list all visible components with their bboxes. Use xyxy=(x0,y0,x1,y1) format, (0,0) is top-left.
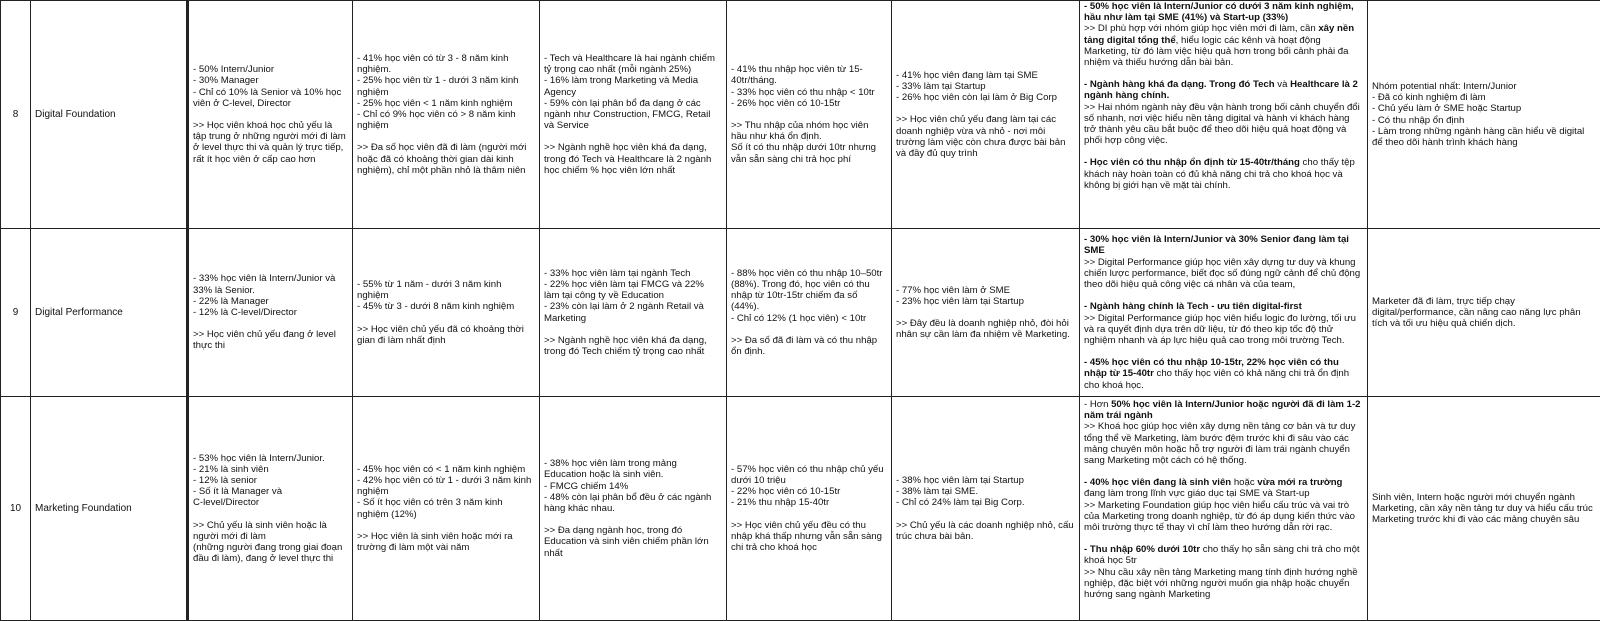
company-cell xyxy=(892,229,1080,397)
company-line: >> Đây đều là doanh nghiệp nhỏ, đòi hỏi nhân sự cần làm đa nhiệm về Marketing. xyxy=(896,318,1075,340)
income-block xyxy=(731,268,887,324)
insight-text: đang làm trong lĩnh vực giáo dục tại SME và Start-up xyxy=(1084,488,1310,499)
income-block xyxy=(731,520,887,554)
course-name: Marketing Foundation xyxy=(31,397,188,621)
company-block xyxy=(896,114,1075,159)
persona-line: - Chủ yếu làm ở SME hoặc Startup xyxy=(1372,103,1596,114)
insight-paragraph xyxy=(1084,399,1363,421)
insight-text: cho thấy học viên có khả năng chi trả ổn định cho khoá học. xyxy=(1084,368,1349,390)
insight-paragraph xyxy=(1084,234,1363,256)
insight-text: và xyxy=(1275,79,1290,90)
industry-line: >> Đa dạng ngành học, trong đó Education và sinh viên chiếm phần lớn nhất xyxy=(544,525,722,559)
level-line: - 21% là sinh viên xyxy=(193,464,348,475)
company-line: - 26% học viên còn lại làm ở Big Corp xyxy=(896,92,1075,103)
experience-line: - 45% học viên có < 1 năm kinh nghiệm xyxy=(357,464,535,475)
experience-line: >> Đa số học viên đã đi làm (người mới hoặc đã có khoảng thời gian dài kinh nghiệm), chỉ một phần nhỏ là thâm niên xyxy=(357,142,535,176)
experience-block xyxy=(357,531,535,553)
level-block xyxy=(193,120,348,165)
company-line: >> Học viên chủ yếu đang làm tại các doanh nghiệp vừa và nhỏ - nơi môi trường làm việc còn chưa được bài bản và đầy đủ quy trình xyxy=(896,114,1075,159)
level-line: >> Chủ yếu là sinh viên hoặc là người mới đi làm xyxy=(193,520,348,542)
company-block xyxy=(896,285,1075,307)
level-line: - 12% là C-level/Director xyxy=(193,307,348,318)
level-block xyxy=(193,329,348,351)
company-block xyxy=(896,475,1075,509)
row-index: 10 xyxy=(1,397,31,621)
company-line: - 33% làm tại Startup xyxy=(896,81,1075,92)
insight-paragraph xyxy=(1084,23,1363,68)
insight-paragraph xyxy=(1084,544,1363,566)
income-line: - 33% học viên có thu nhập < 10tr xyxy=(731,87,887,98)
industry-block xyxy=(544,335,722,357)
income-line: >> Thu nhập của nhóm học viên hầu như khá ổn định. xyxy=(731,120,887,142)
course-name: Digital Performance xyxy=(31,229,188,397)
insight-block xyxy=(1084,357,1363,391)
level-line: - 53% học viên là Intern/Junior. xyxy=(193,453,348,464)
level-line: - 50% Intern/Junior xyxy=(193,64,348,75)
table-row xyxy=(1,229,1600,397)
experience-line: - 42% học viên có từ 1 - dưới 3 năm kinh nghiệm xyxy=(357,475,535,497)
insight-highlight: - 45% học viên có thu nhập 10-15tr, 22% học viên có thu nhập từ 15-40tr xyxy=(1084,357,1339,379)
experience-line: - 41% học viên có từ 3 - 8 năm kinh nghiệm. xyxy=(357,53,535,75)
company-line: - 23% học viên làm tại Startup xyxy=(896,296,1075,307)
insight-highlight: - 50% học viên là Intern/Junior có dưới 3 năm kinh nghiệm, hầu như làm tại SME (41%) và Start-up (33%) xyxy=(1084,1,1354,23)
company-cell xyxy=(892,1,1080,229)
level-cell xyxy=(188,229,353,397)
persona-block xyxy=(1372,81,1596,148)
insight-highlight: vừa mới ra trường xyxy=(1257,477,1342,488)
insight-paragraph xyxy=(1084,477,1363,499)
income-block xyxy=(731,120,887,165)
insight-highlight: - 30% học viên là Intern/Junior và 30% Senior đang làm tại SME xyxy=(1084,234,1349,256)
insight-highlight: 50% học viên là Intern/Junior hoặc người đã đi làm 1-2 năm trái ngành xyxy=(1084,399,1361,421)
level-block xyxy=(193,273,348,318)
persona-cell xyxy=(1368,229,1600,397)
income-line: - 57% học viên có thu nhập chủ yếu dưới 10 triệu xyxy=(731,464,887,486)
experience-block xyxy=(357,142,535,176)
industry-block xyxy=(544,142,722,176)
experience-block xyxy=(357,464,535,520)
row-index: 8 xyxy=(1,1,31,229)
industry-line: - 38% học viên làm trong mảng Education hoặc là sinh viên. xyxy=(544,458,722,480)
insight-text: >> Hai nhóm ngành này đều vận hành trong bối cảnh chuyển đổi số nhanh, nơi việc hiểu nền tảng digital và hành vi khách hàng trở thành yêu cầu bắt buộc để theo dõi hiệu quả hoạt động và phối hợp công việc. xyxy=(1084,102,1360,147)
experience-block xyxy=(357,279,535,313)
course-name: Digital Foundation xyxy=(31,1,188,229)
insight-highlight: Healthcare là 2 ngành hàng chính. xyxy=(1084,79,1358,101)
insight-highlight: xây nền tảng digital tổng thể xyxy=(1084,23,1354,45)
income-line: - 26% học viên có 10-15tr xyxy=(731,98,887,109)
industry-cell xyxy=(540,229,727,397)
insight-block xyxy=(1084,301,1363,346)
experience-line: - 45% từ 3 - dưới 8 năm kinh nghiệm xyxy=(357,301,535,312)
level-block xyxy=(193,453,348,509)
experience-line: - 55% từ 1 năm - dưới 3 năm kinh nghiệm xyxy=(357,279,535,301)
level-line: >> Học viên chủ yếu đang ở level thực thi xyxy=(193,329,348,351)
persona-block xyxy=(1372,492,1596,526)
experience-block xyxy=(357,53,535,131)
insight-block xyxy=(1084,477,1363,533)
insight-paragraph xyxy=(1084,157,1363,191)
industry-line: >> Ngành nghề học viên khá đa dạng, trong đó Tech và Healthcare là 2 ngành học chiếm % học viên lớn nhất xyxy=(544,142,722,176)
industry-line: - 48% còn lại phân bổ đều ở các ngành hàng khác nhau. xyxy=(544,492,722,514)
experience-line: - Chỉ có 9% học viên có > 8 năm kinh nghiệm xyxy=(357,109,535,131)
level-cell xyxy=(188,1,353,229)
industry-block xyxy=(544,525,722,559)
insight-highlight: - 40% học viên đang là sinh viên xyxy=(1084,477,1231,488)
insight-text: , hiểu logic các kênh và hoạt động Marketing, từ đó làm việc hiệu quả hơn trong bối cảnh phải đa nhiệm và thiếu hướng dẫn bài bản. xyxy=(1084,35,1348,68)
persona-line: Sinh viên, Intern hoặc người mới chuyển ngành Marketing, cần xây nền tảng tư duy và hiểu cấu trúc Marketing trước khi đi vào các mảng chuyên sâu xyxy=(1372,492,1596,526)
company-block xyxy=(896,520,1075,542)
income-line: - 41% thu nhập học viên từ 15-40tr/tháng. xyxy=(731,64,887,86)
insight-highlight: - Thu nhập 60% dưới 10tr xyxy=(1084,544,1200,555)
insight-paragraph xyxy=(1084,301,1363,312)
insight-paragraph xyxy=(1084,313,1363,347)
industry-block xyxy=(544,268,722,324)
persona-block xyxy=(1372,296,1596,330)
experience-block xyxy=(357,324,535,346)
experience-cell xyxy=(353,397,540,621)
insight-block xyxy=(1084,399,1363,466)
insight-text: >> Marketing Foundation giúp học viên hiểu cấu trúc và vai trò của Marketing trong doanh nghiệp, từ đó áp dụng kiến thức vào môi trường thực tế thay vì chỉ làm theo hướng dẫn rời rạc. xyxy=(1084,500,1355,533)
experience-cell xyxy=(353,229,540,397)
insights-cell xyxy=(1080,1,1368,229)
company-line: - 77% học viên làm ở SME xyxy=(896,285,1075,296)
income-cell xyxy=(727,1,892,229)
persona-line: - Đã có kinh nghiệm đi làm xyxy=(1372,92,1596,103)
industry-block xyxy=(544,458,722,514)
insight-paragraph xyxy=(1084,79,1363,101)
table-body xyxy=(1,1,1600,621)
industry-line: - 16% làm trong Marketing và Media Agency xyxy=(544,75,722,97)
income-line: Số ít có thu nhập dưới 10tr nhưng vẫn sẵn sàng chi trả học phí xyxy=(731,142,887,164)
insight-highlight: - Ngành hàng khá đa dạng. Trong đó Tech xyxy=(1084,79,1275,90)
experience-line: - Số ít học viên có trên 3 năm kinh nghiệm (12%) xyxy=(357,497,535,519)
level-line: >> Học viên khoá học chủ yếu là tập trung ở những người mới đi làm ở level thực thi và quản lý trực tiếp, rất ít học viên ở cấp cao hơn xyxy=(193,120,348,165)
insight-paragraph xyxy=(1084,500,1363,534)
industry-line: - 59% còn lại phân bổ đa dạng ở các ngành như Construction, FMCG, Retail và Service xyxy=(544,98,722,132)
level-block xyxy=(193,64,348,109)
company-block xyxy=(896,318,1075,340)
insight-text: - Hơn xyxy=(1084,399,1111,410)
experience-line: - 25% học viên < 1 năm kinh nghiệm xyxy=(357,98,535,109)
income-block xyxy=(731,64,887,109)
insight-text: >> Digital Performance giúp học viên hiểu logic đo lường, tối ưu và ra quyết định dựa trên dữ liệu, từ đó theo kịp tốc độ thử nghiệm nhanh và áp lực hiệu quả cao trong môi trường Tech. xyxy=(1084,313,1356,346)
insight-paragraph xyxy=(1084,357,1363,391)
level-line: - Chỉ có 10% là Senior và 10% học viên ở C-level, Director xyxy=(193,87,348,109)
level-line: - 22% là Manager xyxy=(193,296,348,307)
persona-cell xyxy=(1368,397,1600,621)
insight-paragraph xyxy=(1084,102,1363,147)
industry-line: - FMCG chiếm 14% xyxy=(544,481,722,492)
company-block xyxy=(896,70,1075,104)
experience-line: - 25% học viên từ 1 - dưới 3 năm kinh nghiệm xyxy=(357,75,535,97)
income-line: >> Học viên chủ yếu đều có thu nhập khá thấp nhưng vẫn sẵn sàng chi trả cho khoá học xyxy=(731,520,887,554)
insight-text: hoặc xyxy=(1231,477,1257,488)
insight-block xyxy=(1084,234,1363,290)
persona-line: - Có thu nhập ổn định xyxy=(1372,115,1596,126)
row-index: 9 xyxy=(1,229,31,397)
insight-text: >> Nhu cầu xây nền tảng Marketing mang tính định hướng nghề nghiệp, đặc biệt với những người muốn gia nhập hoặc chuyển hướng sang ngành Marketing xyxy=(1084,567,1358,600)
income-line: - Chỉ có 12% (1 học viên) < 10tr xyxy=(731,313,887,324)
persona-cell xyxy=(1368,1,1600,229)
insight-highlight: - Ngành hàng chính là Tech - ưu tiên digital-first xyxy=(1084,301,1302,312)
industry-line: >> Ngành nghề học viên khá đa dạng, trong đó Tech chiếm tỷ trọng cao nhất xyxy=(544,335,722,357)
table-row xyxy=(1,1,1600,229)
income-line: >> Đa số đã đi làm và có thu nhập ổn định. xyxy=(731,335,887,357)
insight-paragraph xyxy=(1084,257,1363,291)
industry-cell xyxy=(540,397,727,621)
industry-line: - Tech và Healthcare là hai ngành chiếm tỷ trọng cao nhất (mỗi ngành 25%) xyxy=(544,53,722,75)
income-line: - 21% thu nhập 15-40tr xyxy=(731,497,887,508)
company-line: >> Chủ yếu là các doanh nghiệp nhỏ, cấu trúc chưa bài bản. xyxy=(896,520,1075,542)
insight-block xyxy=(1084,1,1363,68)
industry-line: - 33% học viên làm tại ngành Tech xyxy=(544,268,722,279)
income-line: - 22% học viên có 10-15tr xyxy=(731,486,887,497)
experience-cell xyxy=(353,1,540,229)
income-cell xyxy=(727,229,892,397)
insight-block xyxy=(1084,157,1363,191)
insight-paragraph xyxy=(1084,567,1363,601)
income-cell xyxy=(727,397,892,621)
income-line: - 88% học viên có thu nhập 10–50tr (88%). Trong đó, học viên có thu nhập từ 10tr-15tr chiếm đa số (44%). xyxy=(731,268,887,313)
persona-line: Nhóm potential nhất: Intern/Junior xyxy=(1372,81,1596,92)
level-line: - 33% học viên là Intern/Junior và 33% là Senior. xyxy=(193,273,348,295)
table-row xyxy=(1,397,1600,621)
persona-line: Marketer đã đi làm, trực tiếp chạy digital/performance, cần nâng cao năng lực phân tích và tối ưu hiệu quả chiến dịch. xyxy=(1372,296,1596,330)
insight-text: cho thấy họ sẵn sàng chi trả cho một khoá học 5tr xyxy=(1084,544,1360,566)
company-line: - 38% học viên làm tại Startup xyxy=(896,475,1075,486)
insights-cell xyxy=(1080,229,1368,397)
industry-line: - 22% học viên làm tại FMCG và 22% làm tại công ty về Education xyxy=(544,279,722,301)
persona-line: - Làm trong những ngành hàng cần hiểu về digital để theo dõi hành trình khách hàng xyxy=(1372,126,1596,148)
level-line: - 12% là senior xyxy=(193,475,348,486)
insight-paragraph xyxy=(1084,421,1363,466)
company-line: - 41% học viên đang làm tại SME xyxy=(896,70,1075,81)
level-line: C-level/Director xyxy=(193,497,348,508)
industry-block xyxy=(544,53,722,131)
level-block xyxy=(193,520,348,565)
level-cell xyxy=(188,397,353,621)
insight-paragraph xyxy=(1084,1,1363,23)
industry-cell xyxy=(540,1,727,229)
company-cell xyxy=(892,397,1080,621)
insight-block xyxy=(1084,544,1363,600)
income-block xyxy=(731,464,887,509)
company-line: - Chỉ có 24% làm tại Big Corp. xyxy=(896,497,1075,508)
experience-line: >> Học viên là sinh viên hoặc mới ra trường đi làm một vài năm xyxy=(357,531,535,553)
insight-highlight: - Học viên có thu nhập ổn định từ 15-40tr/tháng xyxy=(1084,157,1300,168)
income-block xyxy=(731,335,887,357)
experience-line: >> Học viên chủ yếu đã có khoảng thời gian đi làm nhất định xyxy=(357,324,535,346)
level-line: - Số ít là Manager và xyxy=(193,486,348,497)
insight-text: cho thấy tệp khách này hoàn toàn có đủ khả năng chi trả cho khoá học và không bị giới hạn về mặt tài chính. xyxy=(1084,157,1355,190)
industry-line: - 23% còn lại làm ở 2 ngành Retail và Marketing xyxy=(544,301,722,323)
insight-block xyxy=(1084,79,1363,146)
level-line: - 30% Manager xyxy=(193,75,348,86)
insights-cell xyxy=(1080,397,1368,621)
insight-text: >> Digital Performance giúp học viên xây dựng tư duy và khung chiến lược performance, biết đọc số đúng ngữ cảnh để chủ động theo dõi hiệu quả công việc cá nhân và của team, xyxy=(1084,257,1360,290)
insight-text: >> DI phù hợp với nhóm giúp học viên mới đi làm, cần xyxy=(1084,23,1318,34)
company-line: - 38% làm tại SME. xyxy=(896,486,1075,497)
insight-text: >> Khoá học giúp học viên xây dựng nền tảng cơ bản và tư duy tổng thể về Marketing, làm bước đệm trước khi đi sâu vào các mảng chuyên môn hoặc hỗ trợ người đi làm trái ngành chuyển sang Marketing một cách có hệ thống. xyxy=(1084,421,1355,466)
level-line: (những người đang trong giai đoạn đầu đi làm), đang ở level thực thi xyxy=(193,542,348,564)
